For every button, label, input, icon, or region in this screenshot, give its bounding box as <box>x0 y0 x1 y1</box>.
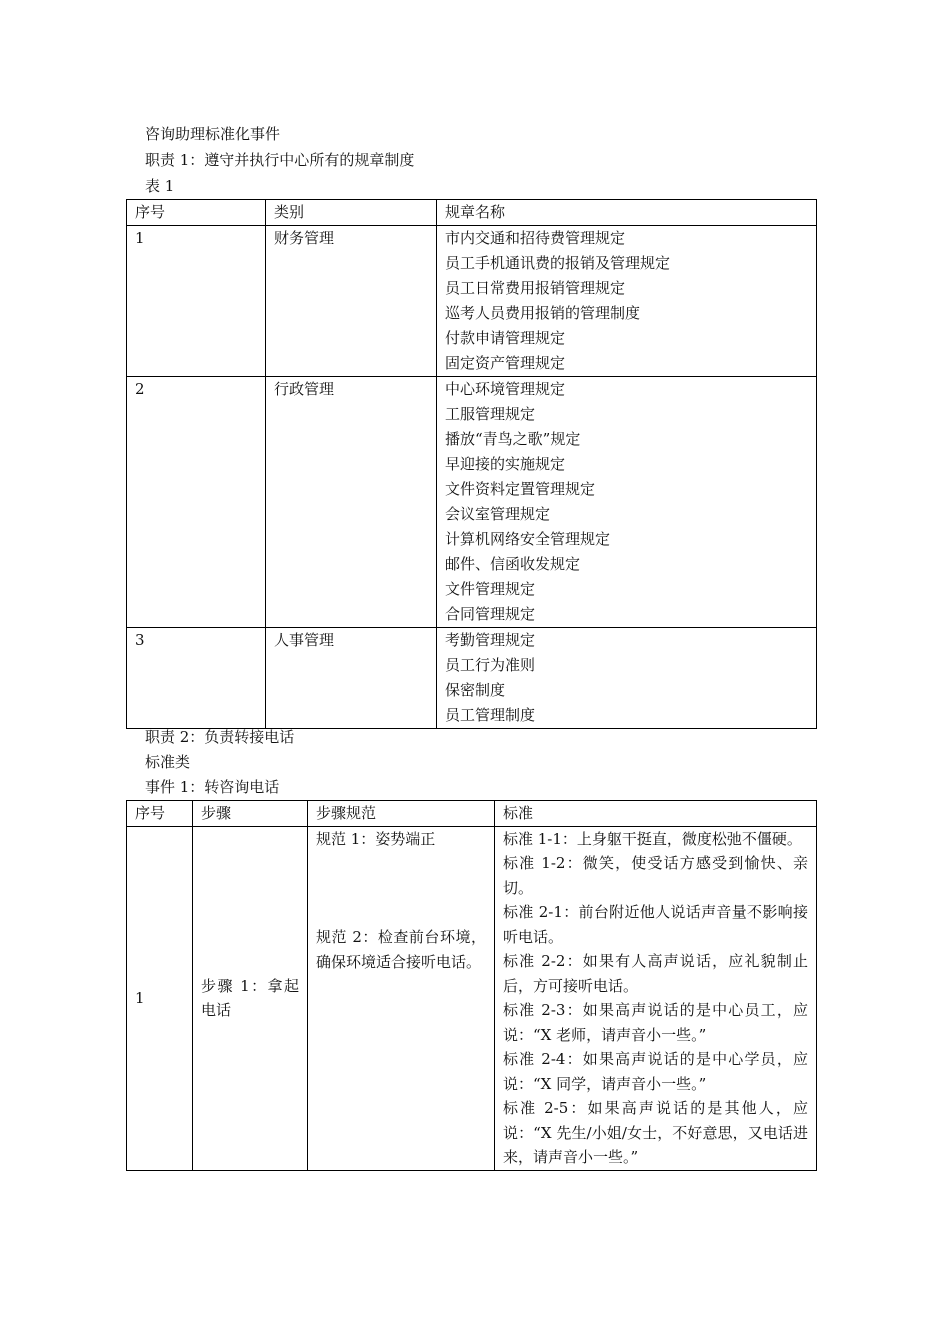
standard-item: 标准 1-2：微笑，使受话方感受到愉快、亲切。 <box>503 854 808 897</box>
header-cell-no: 序号 <box>127 200 266 226</box>
rule-item: 中心环境管理规定 <box>445 380 566 398</box>
row-category: 行政管理 <box>266 377 437 628</box>
table-row <box>127 226 817 377</box>
rule-item: 早迎接的实施规定 <box>445 455 566 473</box>
standard-class-label: 标准类 <box>145 753 191 771</box>
table-header-row <box>127 200 817 226</box>
spec-item: 规范 1：姿势端正 <box>316 829 436 848</box>
table-row <box>127 628 817 729</box>
rule-item: 员工行为准则 <box>445 656 536 674</box>
row-rule-list <box>437 628 817 729</box>
document-title: 咨询助理标准化事件 <box>145 125 281 143</box>
duty-1-heading: 职责 1：遵守并执行中心所有的规章制度 <box>145 151 415 169</box>
rule-item: 付款申请管理规定 <box>445 329 566 347</box>
table-row <box>127 377 817 628</box>
standard-item: 标准 2-4：如果高声说话的是中心学员，应说：“X 同学，请声音小一些。” <box>503 1050 808 1093</box>
header-cell-no: 序号 <box>127 801 193 827</box>
row-number: 2 <box>127 377 266 628</box>
row-step <box>193 826 308 1170</box>
row-category: 财务管理 <box>266 226 437 377</box>
rule-item: 保密制度 <box>445 681 506 699</box>
rule-item: 固定资产管理规定 <box>445 354 566 372</box>
rule-item: 员工手机通讯费的报销及管理规定 <box>445 254 671 272</box>
row-rule-list <box>437 226 817 377</box>
header-cell-standard: 标准 <box>495 801 817 827</box>
row-number: 1 <box>127 226 266 377</box>
rule-item: 员工日常费用报销管理规定 <box>445 279 626 297</box>
row-specs <box>308 826 495 1170</box>
table-row <box>127 826 817 1170</box>
rule-item: 邮件、信函收发规定 <box>445 555 581 573</box>
standard-item: 标准 1-1：上身躯干挺直，微度松弛不僵硬。 <box>503 829 802 848</box>
row-rule-list <box>437 377 817 628</box>
header-cell-step: 步骤 <box>193 801 308 827</box>
rule-item: 文件资料定置管理规定 <box>445 480 596 498</box>
step-text: 步骤 1：拿起电话 <box>201 976 299 1019</box>
standard-item: 标准 2-5：如果高声说话的是其他人，应说：“X 先生/小姐/女士，不好意思，又电话进来，请声音小一些。” <box>503 1099 808 1166</box>
rule-item: 计算机网络安全管理规定 <box>445 530 611 548</box>
duty-2-heading: 职责 2：负责转接电话 <box>145 728 295 746</box>
row-category: 人事管理 <box>266 628 437 729</box>
table-header-row <box>127 801 817 827</box>
regulations-table <box>126 199 817 729</box>
rule-item: 员工管理制度 <box>445 706 536 724</box>
rule-item: 文件管理规定 <box>445 580 536 598</box>
event-1-heading: 事件 1：转咨询电话 <box>145 778 280 796</box>
row-number: 3 <box>127 628 266 729</box>
standard-item: 标准 2-1：前台附近他人说话声音量不影响接听电话。 <box>503 903 808 946</box>
rule-item: 播放“青鸟之歌”规定 <box>445 430 581 448</box>
table-1-caption: 表 1 <box>145 177 175 195</box>
rule-item: 工服管理规定 <box>445 405 536 423</box>
standard-item: 标准 2-2：如果有人高声说话，应礼貌制止后，方可接听电话。 <box>503 952 808 995</box>
rule-item: 巡考人员费用报销的管理制度 <box>445 304 641 322</box>
header-cell-category: 类别 <box>266 200 437 226</box>
header-cell-spec: 步骤规范 <box>308 801 495 827</box>
row-standards <box>495 826 817 1170</box>
rule-item: 会议室管理规定 <box>445 505 551 523</box>
header-cell-rule-name: 规章名称 <box>437 200 817 226</box>
rule-item: 考勤管理规定 <box>445 631 536 649</box>
row-number: 1 <box>127 826 193 1170</box>
rule-item: 市内交通和招待费管理规定 <box>445 229 626 247</box>
rule-item: 合同管理规定 <box>445 605 536 623</box>
procedure-table <box>126 800 817 1171</box>
standard-item: 标准 2-3：如果高声说话的是中心员工，应说：“X 老师，请声音小一些。” <box>503 1001 808 1044</box>
spec-item: 规范 2：检查前台环境，确保环境适合接听电话。 <box>316 928 486 971</box>
